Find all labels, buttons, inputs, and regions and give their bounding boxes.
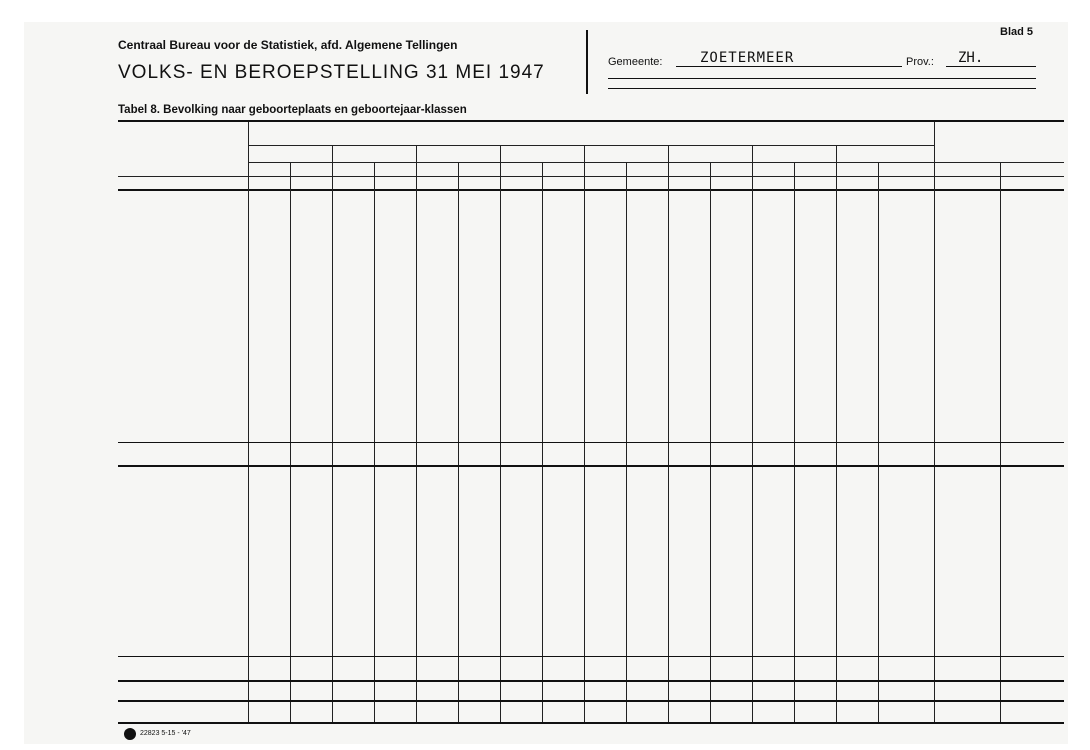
onbekend-rule	[118, 700, 1064, 702]
header-rule	[248, 162, 1064, 163]
header-rule	[118, 176, 248, 177]
nederland-total-rule	[118, 442, 1064, 443]
column-divider	[332, 145, 333, 722]
column-divider	[668, 145, 669, 722]
buitenland-total-rule	[118, 656, 1064, 657]
column-divider	[500, 145, 501, 722]
column-divider	[248, 122, 249, 722]
table-header-rule	[118, 189, 1064, 191]
column-divider	[836, 145, 837, 722]
census-title: VOLKS- EN BEROEPSTELLING 31 MEI 1947	[118, 62, 545, 83]
table-bottom-rule	[118, 722, 1064, 724]
column-divider	[934, 122, 935, 722]
organization-name: Centraal Bureau voor de Statistiek, afd. Algemene Tellingen	[118, 38, 458, 52]
header-rule	[248, 176, 1064, 177]
header-rule	[608, 78, 1036, 79]
column-divider	[752, 145, 753, 722]
table-title: Tabel 8. Bevolking naar geboorteplaats en geboortejaar-klassen	[118, 104, 467, 116]
header-rule	[608, 88, 1036, 89]
header-rule	[248, 145, 934, 146]
gemeente-label: Gemeente:	[608, 56, 663, 68]
print-code: 22823 5-15 - '47	[140, 730, 191, 737]
column-divider	[416, 145, 417, 722]
column-divider	[584, 145, 585, 722]
province-value: ZH.	[958, 50, 984, 66]
table-top-rule	[118, 120, 1064, 122]
buitenland-total-rule	[118, 680, 1064, 682]
nederland-total-rule	[118, 465, 1064, 467]
gemeente-value: ZOETERMEER	[700, 50, 795, 66]
province-underline	[946, 66, 1036, 67]
province-label: Prov.:	[906, 56, 934, 68]
sheet-label: Blad 5	[1000, 26, 1034, 38]
printer-logo-icon	[124, 728, 136, 740]
census-sheet	[24, 22, 1068, 744]
gemeente-underline	[676, 66, 902, 67]
header-divider	[586, 30, 588, 94]
